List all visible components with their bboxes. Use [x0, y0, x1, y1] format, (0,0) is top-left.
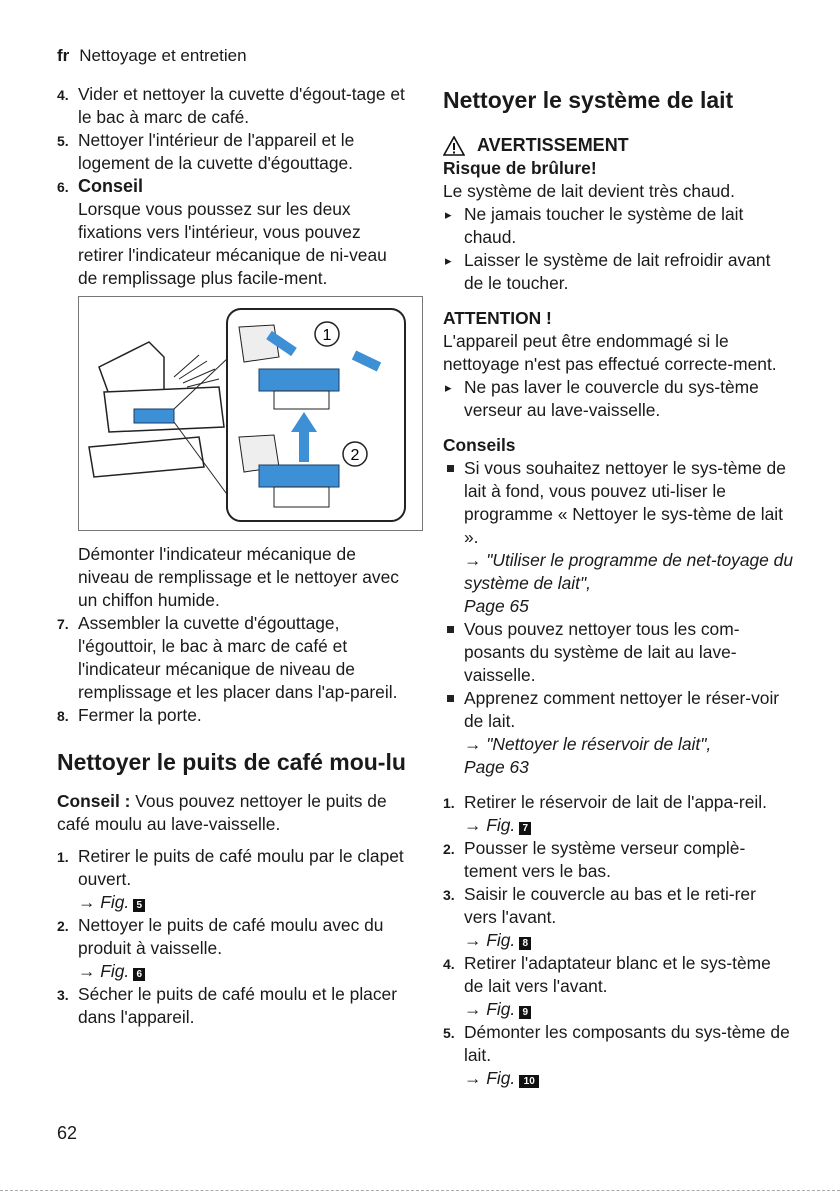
fig-10-link[interactable]: → Fig. 10: [464, 1067, 793, 1090]
cross-ref-link[interactable]: → "Utiliser le programme de net-toyage du système de lait",: [464, 550, 794, 593]
fig-8-link[interactable]: → Fig. 8: [464, 929, 793, 952]
step-7: 7. Assembler la cuvette d'égouttage, l'égouttoir, le bac à marc de café et l'indicateur mécanique de niveau de remplissage et les placer dans l'ap-pareil.: [57, 613, 398, 702]
fig-5-link[interactable]: → Fig. 5: [78, 891, 407, 914]
milk-step-4: 4. Retirer l'adaptateur blanc et le sys-tème de lait vers l'avant. → Fig. 9: [443, 952, 793, 1021]
attention-bullet: ▸ Ne pas laver le couvercle du sys-tème verseur au lave-vaisselle.: [443, 376, 793, 422]
attention-text: L'appareil peut être endommagé si le nettoyage n'est pas effectué correcte-ment.: [443, 331, 777, 374]
step-4: 4. Vider et nettoyer la cuvette d'égout-tage et le bac à marc de café.: [57, 84, 405, 127]
left-column: [57, 83, 407, 1029]
tip-paragraph: Conseil : Vous pouvez nettoyer le puits de café moulu au lave-vaisselle.: [57, 791, 387, 834]
fig-9-link[interactable]: → Fig. 9: [464, 998, 793, 1021]
language-code: fr: [57, 46, 70, 65]
chute-step-1: 1. Retirer le puits de café moulu par le clapet ouvert. → Fig. 5: [57, 845, 407, 914]
running-header: [57, 46, 247, 66]
page-bottom-divider: [0, 1190, 840, 1191]
milk-step-5: 5. Démonter les composants du sys-tème de lait. → Fig. 10: [443, 1021, 793, 1090]
step-6: 6. Conseil Lorsque vous poussez sur les deux fixations vers l'intérieur, vous pouvez retirer l'indicateur mécanique de ni-veau de remplissage plus facile-ment. 1 2 Démonter l'indicateur mécanique de niveau de remplissage et le nettoyer avec un chiffon humide.: [57, 175, 407, 612]
risk-bullet: ▸ Laisser le système de lait refroidir avant de le toucher.: [443, 249, 793, 295]
chute-step-3: 3. Sécher le puits de café moulu et le placer dans l'appareil.: [57, 984, 398, 1027]
warning-triangle-icon: [443, 136, 465, 156]
tips-title: Conseils: [443, 435, 516, 455]
section-title: Nettoyage et entretien: [79, 46, 247, 65]
cross-ref-page[interactable]: Page 63: [464, 757, 529, 777]
heading-clean-milk-system: Nettoyer le système de lait: [443, 87, 734, 113]
risk-bullet: ▸ Ne jamais toucher le système de lait chaud.: [443, 203, 793, 249]
milk-step-1: 1. Retirer le réservoir de lait de l'appa-reil. → Fig. 7: [443, 791, 793, 837]
tip-title: Conseil: [78, 176, 144, 196]
warning-title: AVERTISSEMENT: [443, 134, 793, 157]
attention-title: ATTENTION !: [443, 308, 552, 328]
tip-item: Apprenez comment nettoyer le réser-voir de lait. → "Nettoyer le réservoir de lait", Page 63: [443, 687, 793, 779]
risk-text: Le système de lait devient très chaud.: [443, 181, 735, 201]
milk-step-3: 3. Saisir le couvercle au bas et le reti-rer vers l'avant. → Fig. 8: [443, 883, 793, 952]
callout-2: 2: [350, 447, 360, 464]
tip-item: Si vous souhaitez nettoyer le sys-tème de lait à fond, vous pouvez uti-liser le programme « Nettoyer le sys-tème de lait ». → "Utiliser le programme de net-toyage du système de lait", Page 65: [443, 457, 793, 618]
page-number: 62: [57, 1123, 78, 1143]
milk-step-2: 2. Pousser le système verseur complè-tement vers le bas.: [443, 838, 746, 881]
level-indicator-illustration: [79, 297, 422, 530]
right-column: [443, 83, 793, 1090]
tip-item: Vous pouvez nettoyer tous les com-posants du système de lait au lave-vaisselle.: [443, 618, 793, 687]
step-6-after-figure: Démonter l'indicateur mécanique de niveau de remplissage et le nettoyer avec un chiffon humide.: [78, 544, 399, 610]
step-8: 8. Fermer la porte.: [57, 705, 202, 725]
step-5: 5. Nettoyer l'intérieur de l'appareil et le logement de la cuvette d'égouttage.: [57, 130, 355, 173]
tip-text: Lorsque vous poussez sur les deux fixations vers l'intérieur, vous pouvez retirer l'indicateur mécanique de ni-veau de remplissage plus facile-ment.: [78, 199, 387, 288]
cross-ref-link[interactable]: → "Nettoyer le réservoir de lait",: [464, 734, 712, 754]
callout-1: 1: [322, 327, 332, 344]
figure-level-indicator: [78, 296, 423, 531]
chute-step-2: 2. Nettoyer le puits de café moulu avec du produit à vaisselle. → Fig. 6: [57, 914, 407, 983]
heading-clean-coffee-chute: Nettoyer le puits de café mou-lu: [57, 749, 406, 775]
risk-title: Risque de brûlure!: [443, 158, 597, 178]
cross-ref-page[interactable]: Page 65: [464, 596, 529, 616]
fig-7-link[interactable]: → Fig. 7: [464, 814, 793, 837]
fig-6-link[interactable]: → Fig. 6: [78, 960, 407, 983]
